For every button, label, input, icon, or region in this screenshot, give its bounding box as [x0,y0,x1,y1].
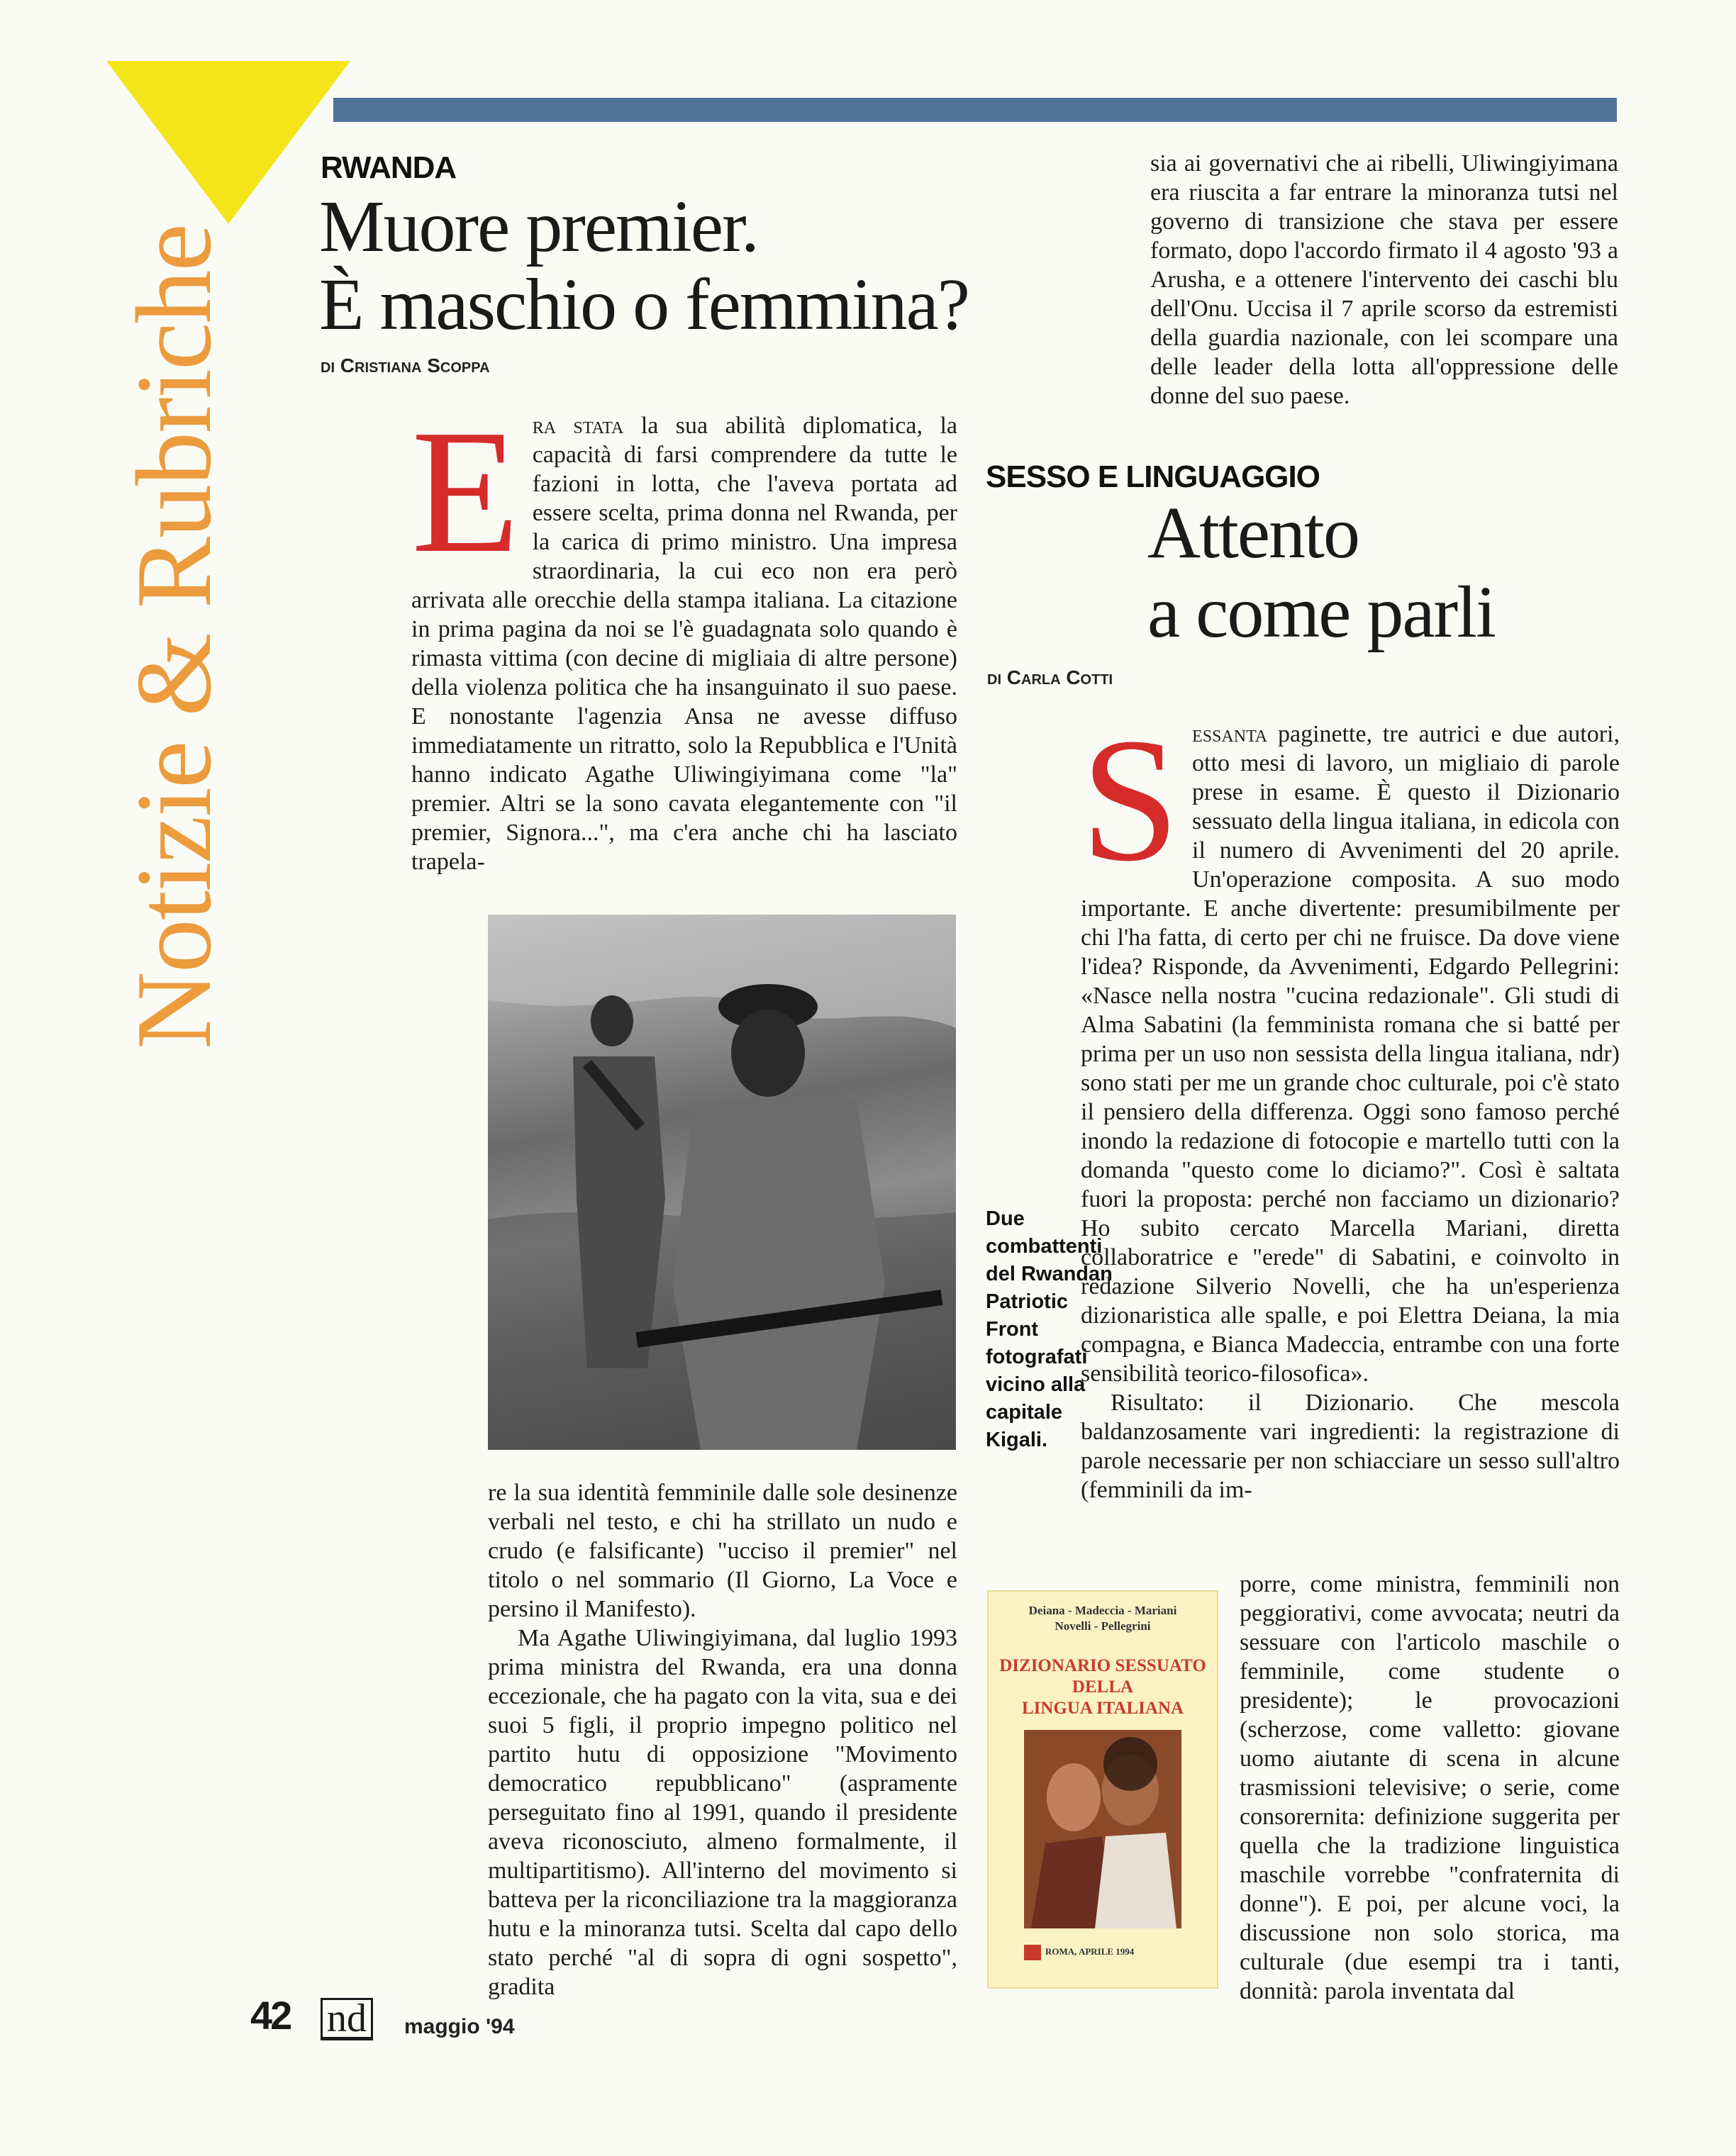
article2-column-lower: porre, come ministra, femminili non peggiorativi, come avvocata; neutri da sessuare con l'articolo maschile o femminile, come studente o presidente); le provocazioni (scherzose, come valletto: giovane uomo aiutante di scena in alcune trasmissioni televisive; o serie, come consorernita: definizione suggerita per quella che la tradizione linguistica maschile vorrebbe "confraternita di donne"). E poi, per alcune voci, la discussione non solo storica, ma culturale (due esempi tra i tanti, donnità: parola inventata dal [1240,1571,1620,2004]
article1-title-line2: È maschio o femmina? [319,264,969,345]
book-fresco-image [1024,1730,1181,1928]
magazine-logo: nd [321,1998,373,2040]
issue-date: maggio '94 [404,2015,515,2038]
soldier1-head [591,995,633,1046]
book-place-date: ROMA, APRILE 1994 [1045,1946,1135,1957]
book-authors-line2: Novelli - Pellegrini [1055,1619,1151,1633]
book-title-line2: DELLA [1072,1677,1134,1697]
article1-lead: ra stata [532,413,624,439]
top-color-bar [333,98,1617,122]
article2-title-line1: Attento [1147,492,1359,574]
article2-dropcap: S [1081,702,1180,898]
dictionary-book-cover [987,1590,1218,1989]
combatants-photo-svg [488,915,956,1450]
article2-para1: paginette, tre autrici e due autori, otto mesi di lavoro, un migliaio di parole prese in esame. È questo il Dizionario sessuato della lingua italiana, in edicola con il numero di Avvenimenti del 20 aprile. Un'operazione composita. A suo modo importante. E anche divertente: presumibilmente per chi l'ha fatta, di certo per chi ne fruisce. Da dove viene l'idea? Risponde, da Avvenimenti, Edgardo Pellegrini: «Nasce nella nostra "cucina redazionale". Gli studi di Alma Sabatini (la femminista romana che si batté per prima per un uso non sessista della lingua italiana, ndr) sono stati per me un grande choc culturale, poi c'è stato il pensiero della differenza. Oggi sono famoso perché inondo la redazione di fotocopie e martello tutti con la domanda "questo come lo diciamo?". Così è saltata fuori la proposta: perché non facciamo un dizionario? Ho subito cercato Marcella Mariani, diretta collaboratrice e "erede" di Sabatini, e coinvolto in redazione Silverio Novelli, che ha un'esperienza dizionaristica alle spalle, e poi Elettra Deiana, la mia compagna, e Bianca Madeccia, entrambe con una forte sensibilità teorico-filosofica». [1081,721,1620,1387]
book-authors-line1: Deiana - Madeccia - Mariani [1028,1604,1177,1617]
article1-column2: sia ai governativi che ai ribelli, Uliwingiyimana era riuscita a far entrare la minoranza tutsi nel governo di transizione che stava per essere formato, dopo l'accordo firmato il 4 agosto '93 a Arusha, e a ottenere l'intervento dei caschi blu dell'Onu. Uccisa il 7 aprile scorso da estremisti della guardia nazionale, con lei scompare una delle leader della lotta all'oppressione delle donne del suo paese. [1150,150,1618,409]
article1-column1-lower [488,1478,957,2001]
article2-para2-start: Risultato: il Dizionario. Che mescola baldanzosamente vari ingredienti: la registrazione di parole necessarie per non schiacciare un sesso sull'altro (femminili da im- [1081,1390,1620,1503]
book-title-line3: LINGUA ITALIANA [1021,1699,1184,1718]
fresco-woman-face [1047,1763,1101,1831]
combatants-photo [488,915,956,1450]
photo-caption: Due combattenti del Rwandan Patriotic Front fotografati vicino alla capitale Kigali. [986,1207,1113,1451]
article1-para1: la sua abilità diplomatica, la capacità di farsi comprendere da tutte le fazioni in lotta, che l'aveva portata ad essere scelta, prima donna nel Rwanda, per la carica di primo ministro. Una impresa straordinaria, la cui eco non era però arrivata alle orecchie della stampa italiana. La citazione in prima pagina da noi se l'è guadagnata solo quando è rimasta vittima (con decine di migliaia di altre persone) della violenza politica che ha insanguinato il suo paese. E nonostante l'agenzia Ansa ne avesse diffuso immediatamente un ritratto, solo la Repubblica e l'Unità hanno indicato Agathe Uliwingiyimana come "la" premier. Altri se la sono cavata elegantemente con "il premier, Signora...", ma c'era anche chi ha lasciato trapela- [411,413,958,875]
yellow-triangle [106,61,350,224]
article2-title-line2: a come parli [1147,571,1495,653]
soldier2-head [731,1009,805,1097]
article1-byline: di Cristiana Scoppa [321,354,490,376]
article1-column1-upper [411,393,958,876]
publisher-logo [1024,1945,1041,1960]
article1-para1-continued: re la sua identità femminile dalle sole desinenze verbali nel testo, e chi ha strillato un nudo e crudo (e falsificante) "ucciso il premier" nel titolo o nel sommario (Il Giorno, La Voce e persino il Manifesto). [488,1480,957,1622]
article1-kicker: RWANDA [321,150,457,185]
article2-byline: di Carla Cotti [987,666,1113,688]
article1-dropcap: E [411,393,520,590]
article2-kicker: SESSO E LINGUAGGIO [986,459,1320,494]
soldier2-body [672,1099,885,1450]
page-number: 42 [250,1993,291,2038]
fresco-man-hair [1103,1737,1157,1791]
book-title-line1: DIZIONARIO SESSUATO [999,1656,1206,1675]
section-label: Notizie & Rubriche [114,225,233,1049]
article1-para2: Ma Agathe Uliwingiyimana, dal luglio 1993 prima ministra del Rwanda, era una donna eccezionale, che ha pagato con la vita, sua e dei suoi 5 figli, il proprio impegno politico nel partito hutu di opposizione "Movimento democratico repubblicano" (aspramente perseguitato fino al 1991, quando il presidente aveva riconosciuto, almeno formalmente, il multipartitismo). All'interno del movimento si batteva per la riconciliazione tra la maggioranza hutu e la minoranza tutsi. Scelta dal capo dello stato perché "al di sopra di ogni sospetto", gradita [488,1625,957,2000]
article2-column-upper [1081,702,1620,1504]
article2-lead: essanta [1192,721,1268,747]
fresco-man-body [1095,1833,1176,1928]
article1-title-line1: Muore premier. [319,186,758,267]
